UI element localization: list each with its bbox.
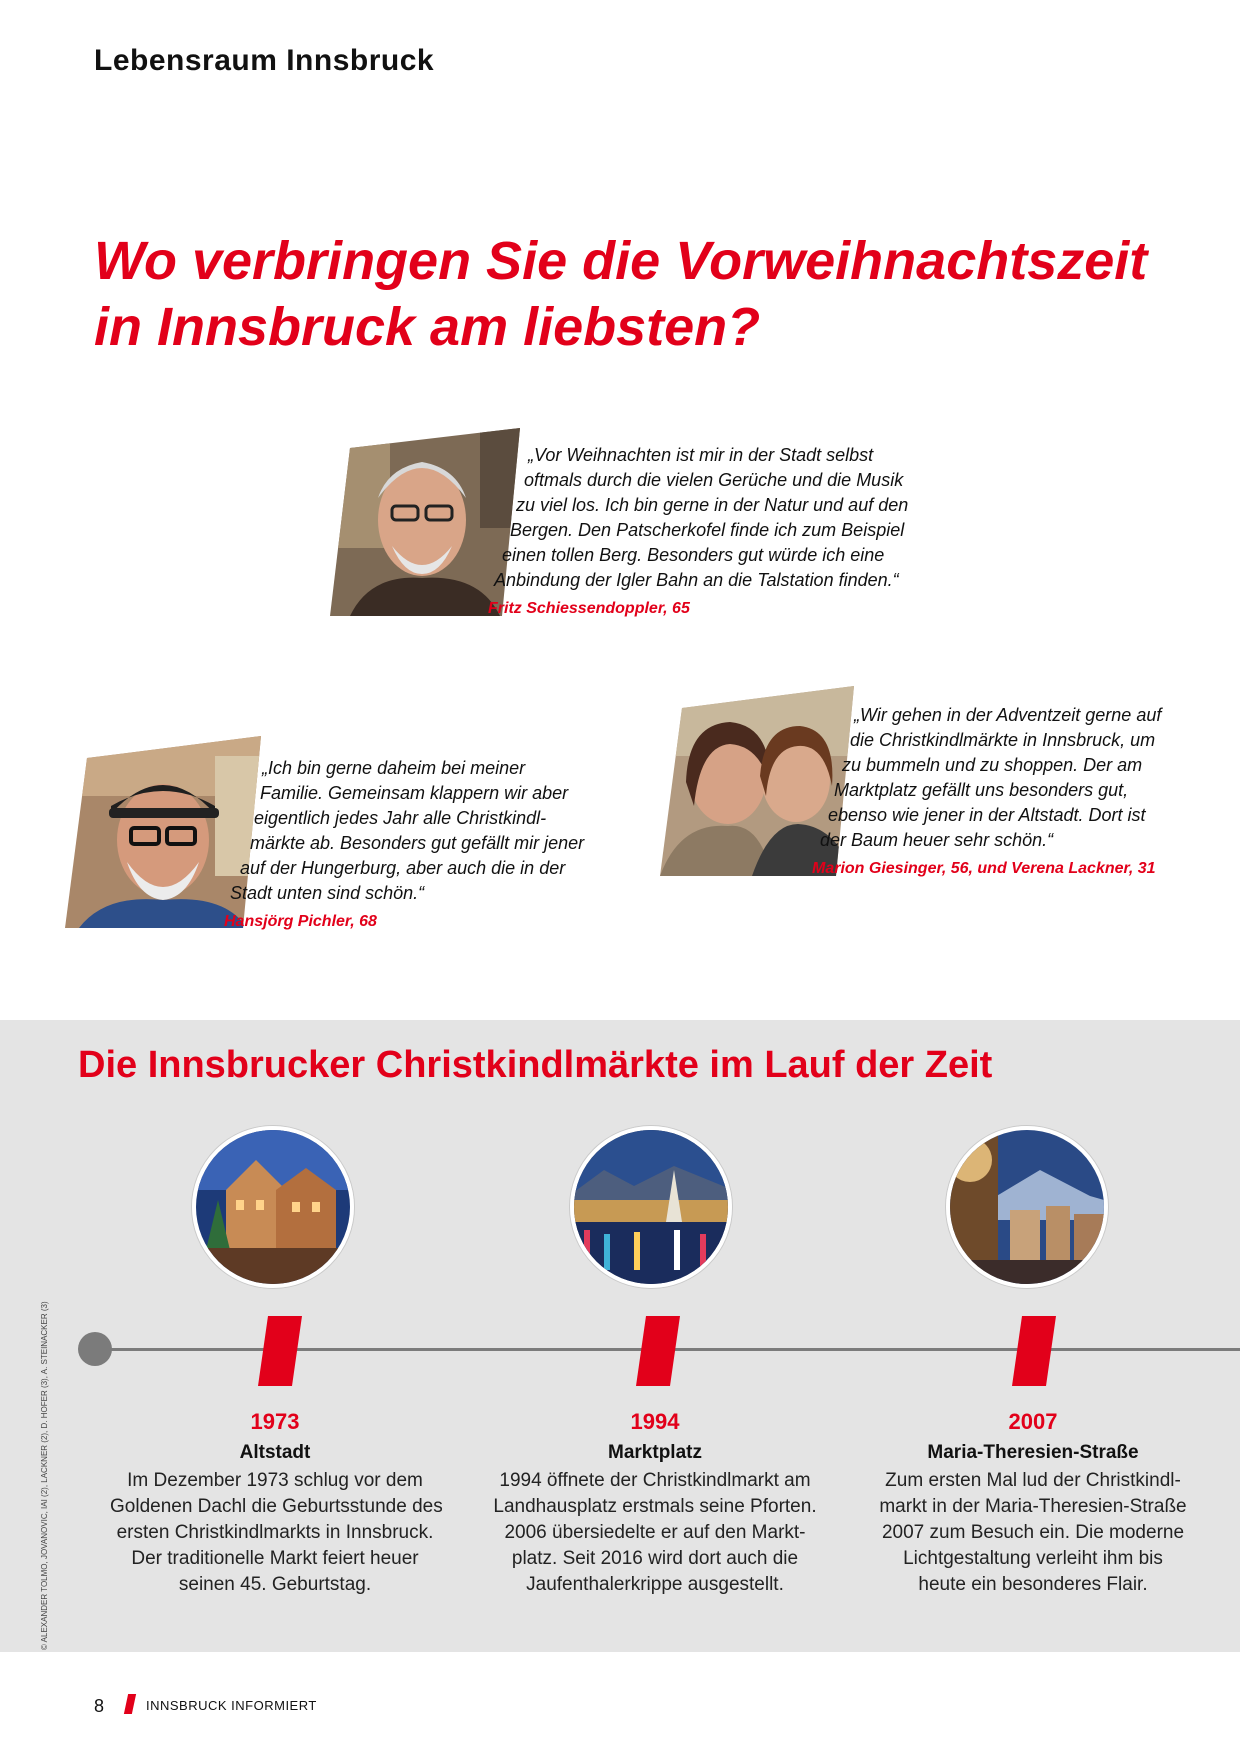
timeline-place: Altstadt: [239, 1442, 311, 1463]
quote-line: „Vor Weihnachten ist mir in der Stadt selbst: [528, 445, 874, 465]
timeline-place: Marktplatz: [608, 1442, 702, 1463]
photo-maria-theresien-strasse: [946, 1126, 1108, 1288]
quote-line: Bergen. Den Patscherkofel finde ich zum Beispiel: [510, 520, 905, 540]
quote-line: die Christkindlmärkte in Innsbruck, um: [850, 730, 1156, 750]
desc-line: heute ein besonderes Flair.: [918, 1574, 1148, 1595]
quote-hansjoerg: [230, 756, 610, 906]
photo-altstadt: [192, 1126, 354, 1288]
timeline-entry-2007: [868, 1406, 1198, 1598]
timeline-start-dot: [78, 1332, 112, 1366]
desc-line: 1994 öffnete der Christkindlmarkt am: [499, 1470, 811, 1491]
quote-line: Familie. Gemeinsam klappern wir aber: [260, 783, 569, 803]
timeline-year: 1973: [250, 1409, 300, 1434]
quote-marion-verena: [820, 703, 1220, 853]
timeline-place: Maria-Theresien-Straße: [927, 1442, 1139, 1463]
timeline-description: [868, 1468, 1198, 1598]
desc-line: 2006 übersiedelte er auf den Markt-: [504, 1522, 806, 1543]
publication-name: INNSBRUCK INFORMIERT: [146, 1698, 317, 1713]
quote-line: einen tollen Berg. Besonders gut würde ich eine: [502, 545, 885, 565]
page-number: 8: [94, 1696, 105, 1716]
desc-line: Zum ersten Mal lud der Christkindl-: [885, 1470, 1181, 1491]
quote-line: „Wir gehen in der Adventzeit gerne auf: [854, 705, 1162, 725]
timeline-marker-1994: [636, 1316, 680, 1386]
quote-fritz: [480, 443, 920, 593]
timeline-year: 1994: [630, 1409, 680, 1434]
quote-line: der Baum heuer sehr schön.“: [820, 830, 1054, 850]
headline-line-1: Wo verbringen Sie die Vorweihnachtszeit: [94, 231, 1148, 291]
headline-line-2: in Innsbruck am liebsten?: [94, 297, 761, 357]
desc-line: Lichtgestaltung verleiht ihm bis: [903, 1548, 1163, 1569]
desc-line: seinen 45. Geburtstag.: [178, 1574, 372, 1595]
quote-line: Anbindung der Igler Bahn an die Talstation finden.“: [494, 570, 899, 590]
quote-author-fritz: Fritz Schiessendoppler, 65: [488, 600, 690, 617]
quote-line: zu viel los. Ich bin gerne in der Natur und auf den: [516, 495, 909, 515]
desc-line: markt in der Maria-Theresien-Straße: [879, 1496, 1187, 1517]
timeline-description: [110, 1468, 443, 1598]
quote-line: märkte ab. Besonders gut gefällt mir jener: [250, 833, 585, 853]
desc-line: platz. Seit 2016 wird dort auch die: [511, 1548, 799, 1569]
desc-line: ersten Christkindlmarkts in Innsbruck.: [116, 1522, 434, 1543]
timeline-marker-1973: [258, 1316, 302, 1386]
timeline-description: [490, 1468, 820, 1598]
timeline-marker-2007: [1012, 1316, 1056, 1386]
page-headline: [94, 228, 1154, 360]
timeline-entry-1994: [490, 1406, 820, 1598]
quote-author-hansjoerg: Hansjörg Pichler, 68: [224, 913, 377, 930]
footer-slash-mark: [124, 1694, 136, 1714]
timeline-title: Die Innsbrucker Christkindlmärkte im Lauf der Zeit: [78, 1044, 993, 1086]
quote-line: ebenso wie jener in der Altstadt. Dort ist: [828, 805, 1146, 825]
quote-line: oftmals durch die vielen Gerüche und die Musik: [524, 470, 904, 490]
photo-marktplatz: [570, 1126, 732, 1288]
desc-line: Der traditionelle Markt feiert heuer: [131, 1548, 419, 1569]
desc-line: Jaufenthalerkrippe ausgestellt.: [526, 1574, 784, 1595]
quote-line: eigentlich jedes Jahr alle Christkindl-: [254, 808, 547, 828]
desc-line: Landhausplatz erstmals seine Pforten.: [493, 1496, 817, 1517]
desc-line: 2007 zum Besuch ein. Die moderne: [881, 1522, 1185, 1543]
section-label: Lebensraum Innsbruck: [94, 44, 435, 77]
timeline-entry-1973: [110, 1406, 443, 1598]
quote-line: Marktplatz gefällt uns besonders gut,: [834, 780, 1129, 800]
photo-credit: © ALEXANDER TOLMO, JOVANOVIC, IAI (2), LACKNER (2), D. HOFER (3), A. STEINACKER (3): [40, 1301, 49, 1650]
quote-line: zu bummeln und zu shoppen. Der am: [842, 755, 1143, 775]
quote-author-marion-verena: Marion Giesinger, 56, und Verena Lackner, 31: [812, 860, 1156, 877]
quote-line: „Ich bin gerne daheim bei meiner: [262, 758, 526, 778]
desc-line: Im Dezember 1973 schlug vor dem: [127, 1470, 423, 1491]
timeline-year: 2007: [1008, 1409, 1058, 1434]
quote-line: auf der Hungerburg, aber auch die in der: [240, 858, 566, 878]
quote-line: Stadt unten sind schön.“: [230, 883, 425, 903]
desc-line: Goldenen Dachl die Geburtsstunde des: [110, 1496, 443, 1517]
